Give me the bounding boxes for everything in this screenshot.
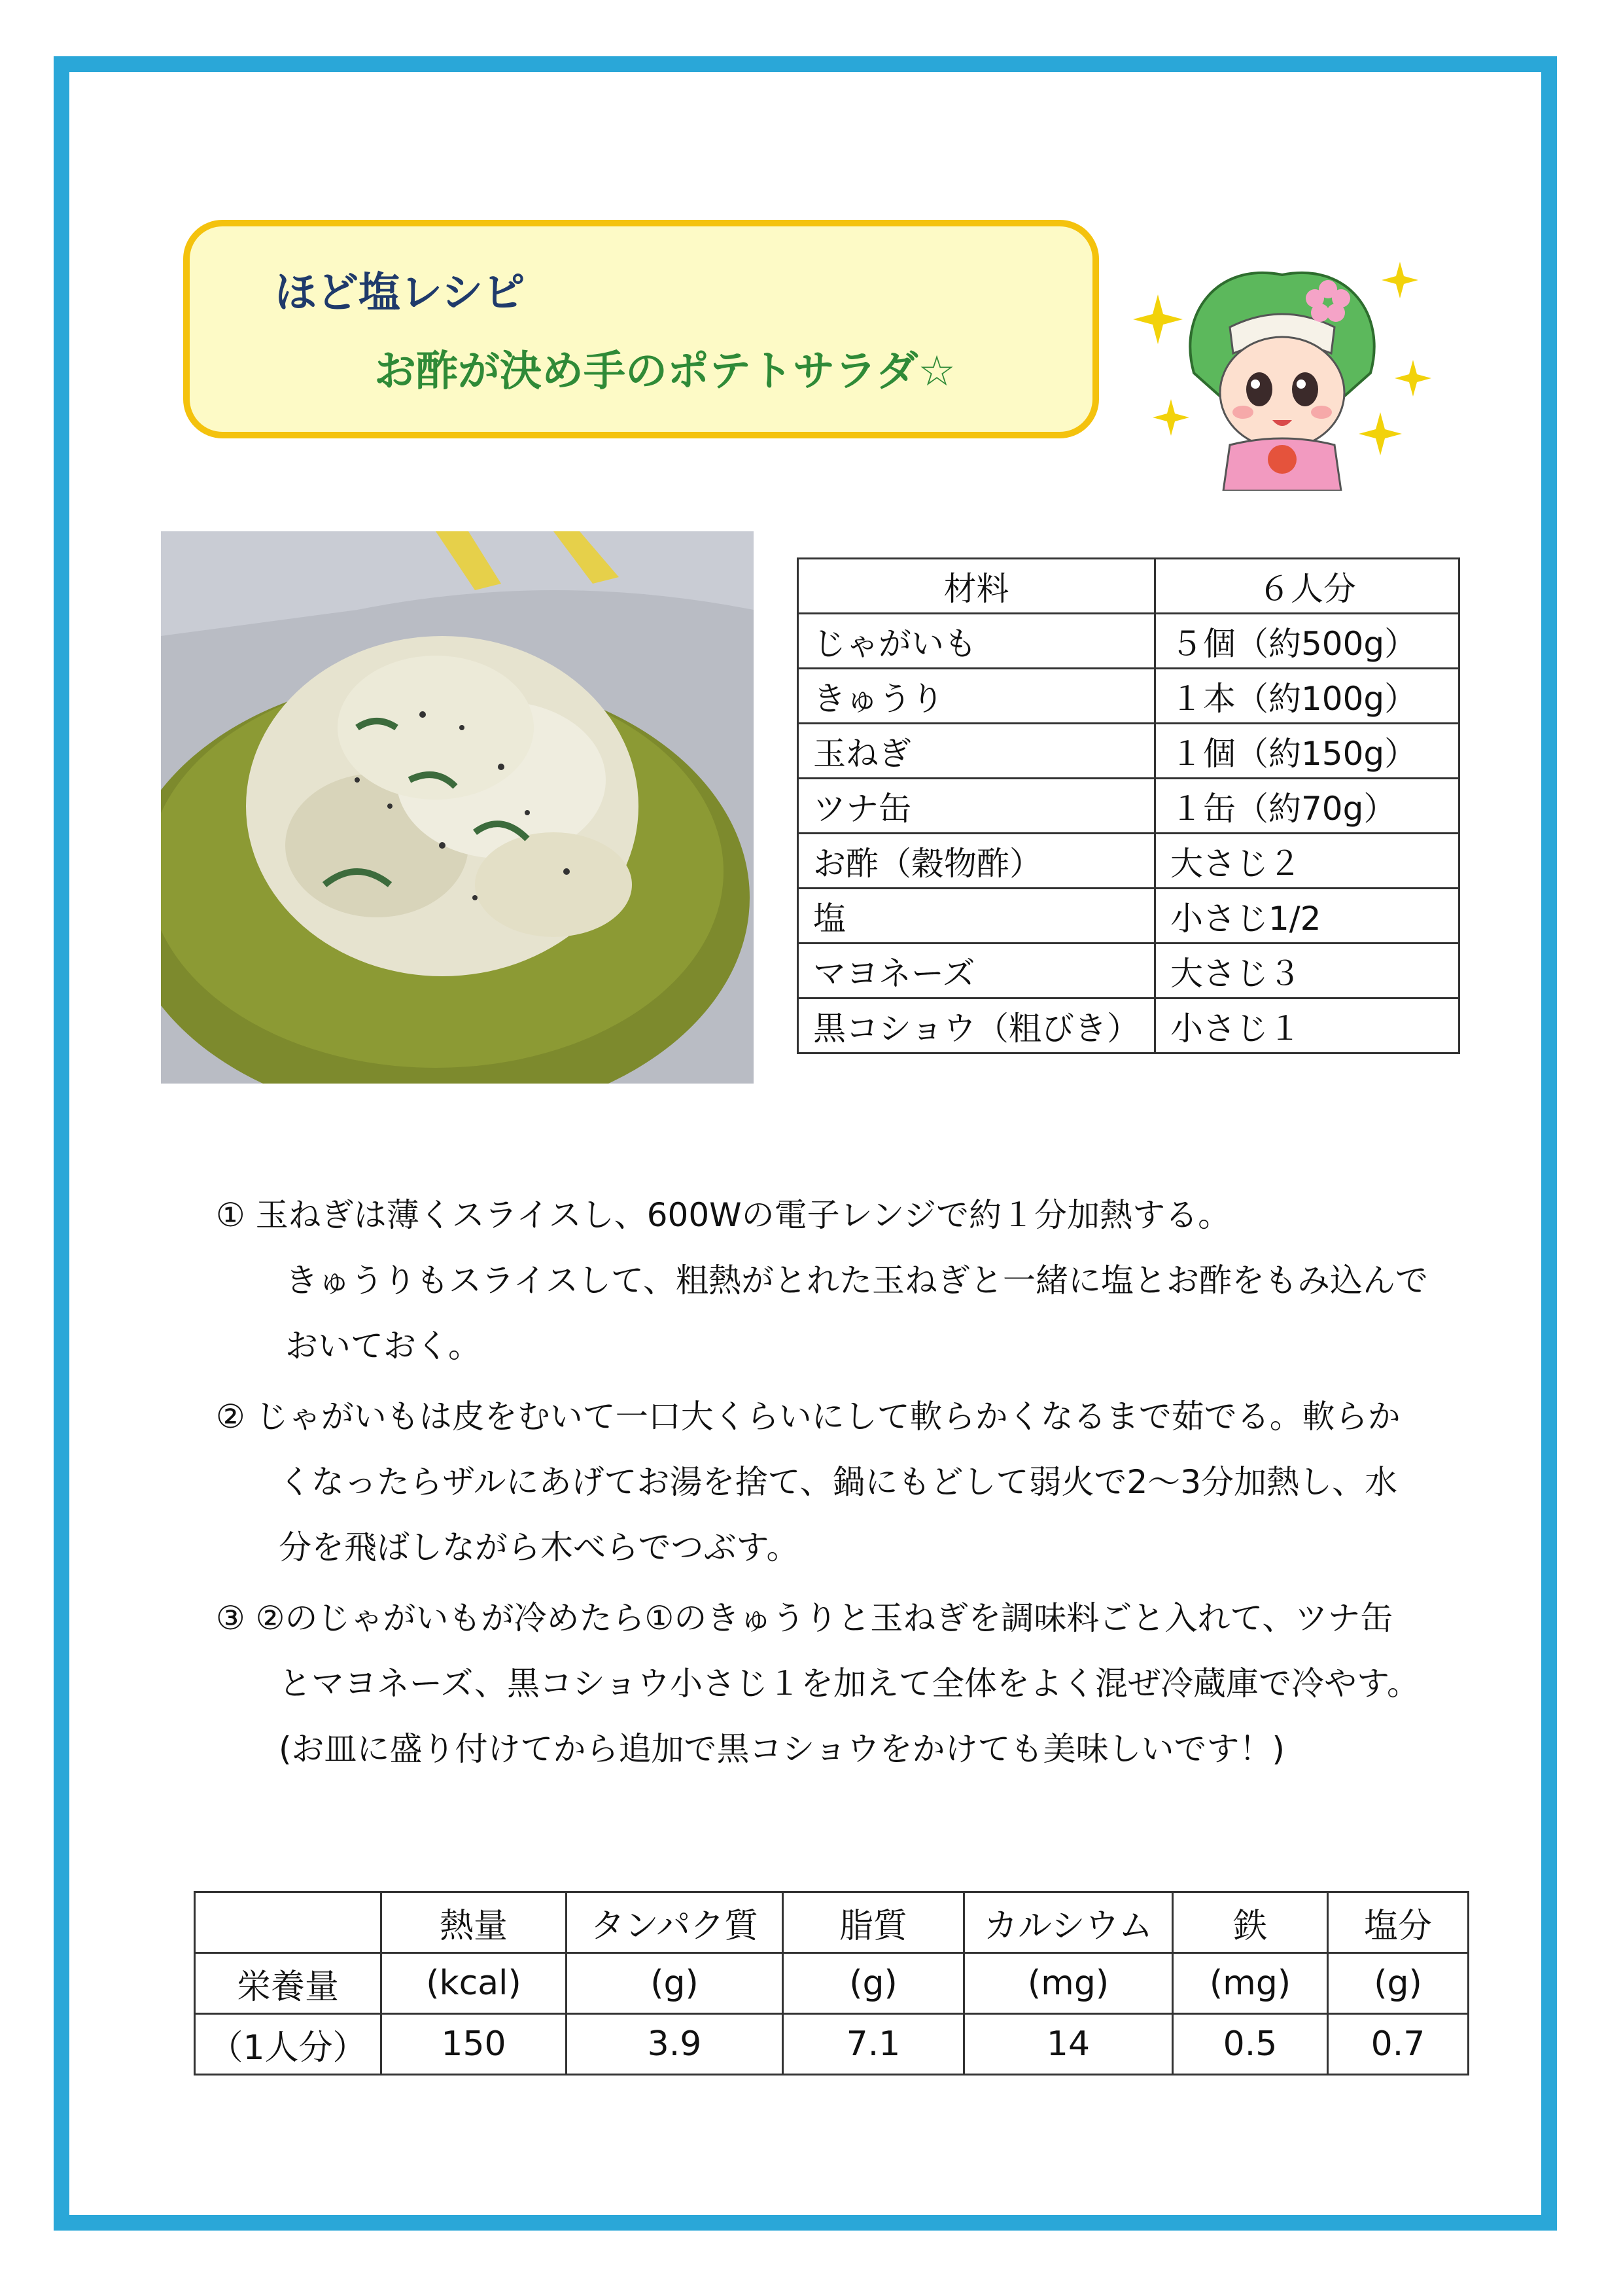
nutrition-unit: (g) (567, 1953, 783, 2014)
nutrition-value: 7.1 (783, 2014, 964, 2075)
ingredient-name: 黒コショウ（粗びき） (798, 998, 1155, 1053)
nutrition-values-row (195, 2014, 1469, 2075)
title-box (183, 220, 1099, 438)
ingredients-header-row (798, 559, 1459, 614)
ingredient-row (798, 834, 1459, 889)
nutrition-row-label: （1人分） (195, 2014, 381, 2075)
nutrition-row-label: 栄養量 (195, 1953, 381, 2014)
ingredient-row (798, 724, 1459, 779)
nutrition-name: 脂質 (783, 1892, 964, 1953)
nutrition-name: 熱量 (381, 1892, 567, 1953)
ingredient-amount: １缶（約70g） (1155, 779, 1459, 834)
nutrition-name: 鉄 (1173, 1892, 1328, 1953)
nutrition-value: 14 (964, 2014, 1173, 2075)
nutrition-value: 150 (381, 2014, 567, 2075)
nutrition-unit: (kcal) (381, 1953, 567, 2014)
ingredient-name: ツナ缶 (798, 779, 1155, 834)
ingredient-amount: 大さじ３ (1155, 944, 1459, 998)
ingredient-row (798, 779, 1459, 834)
ingredient-name: 塩 (798, 889, 1155, 944)
nutrition-value: 0.5 (1173, 2014, 1328, 2075)
potato-salad-photo (161, 531, 754, 1084)
step-2-line-2: くなったらザルにあげてお湯を捨て、鍋にもどして弱火で2～3分加熱し、水 (279, 1463, 1398, 1501)
nutrition-unit: (g) (783, 1953, 964, 2014)
ingredient-amount: 小さじ1/2 (1155, 889, 1459, 944)
step-1-line-3: おいておく。 (285, 1327, 481, 1365)
step-3-line-2: とマヨネーズ、黒コショウ小さじ１を加えて全体をよく混ぜ冷蔵庫で冷やす。 (279, 1665, 1420, 1703)
ingredient-amount: ５個（約500g） (1155, 614, 1459, 669)
ingredient-amount: 大さじ２ (1155, 834, 1459, 889)
step-1-line-1: ① 玉ねぎは薄くスライスし、600Wの電子レンジで約１分加熱する。 (216, 1196, 1231, 1234)
nutrition-unit: (g) (1328, 1953, 1469, 2014)
nutrition-table (194, 1891, 1469, 2075)
ingredient-amount: １本（約100g） (1155, 669, 1459, 724)
nutrition-unit: (mg) (1173, 1953, 1328, 2014)
ingredients-header-name: 材料 (798, 559, 1155, 614)
ingredient-row (798, 998, 1459, 1053)
nutrition-unit: (mg) (964, 1953, 1173, 2014)
mascot-illustration (1132, 249, 1433, 491)
nutrition-units-row (195, 1953, 1469, 2014)
ingredients-header-amount: ６人分 (1155, 559, 1459, 614)
nutrition-value: 3.9 (567, 2014, 783, 2075)
nutrition-value: 0.7 (1328, 2014, 1469, 2075)
ingredient-row (798, 889, 1459, 944)
step-3-line-3: (お皿に盛り付けてから追加で黒コショウをかけても美味しいです！) (279, 1730, 1285, 1768)
step-1-line-2: きゅうりもスライスして、粗熱がとれた玉ねぎと一緒に塩とお酢をもみ込んで (285, 1262, 1428, 1299)
ingredient-amount: 小さじ１ (1155, 998, 1459, 1053)
step-2-line-1: ② じゃがいもは皮をむいて一口大くらいにして軟らかくなるまで茹でる。軟らか (216, 1398, 1401, 1436)
nutrition-name: 塩分 (1328, 1892, 1469, 1953)
ingredient-row (798, 614, 1459, 669)
step-3-line-1: ③ ②のじゃがいもが冷めたら①のきゅうりと玉ねぎを調味料ごと入れて、ツナ缶 (216, 1599, 1393, 1637)
ingredient-row (798, 669, 1459, 724)
ingredient-name: じゃがいも (798, 614, 1155, 669)
ingredient-name: マヨネーズ (798, 944, 1155, 998)
ingredient-name: きゅうり (798, 669, 1155, 724)
nutrition-name: タンパク質 (567, 1892, 783, 1953)
recipe-title: お酢が決め手のポテトサラダ☆ (374, 347, 956, 396)
ingredients-table (797, 557, 1460, 1054)
nutrition-names-row (195, 1892, 1469, 1953)
ingredient-amount: １個（約150g） (1155, 724, 1459, 779)
recipe-series-title: ほど塩レシピ (275, 269, 525, 317)
nutrition-name: カルシウム (964, 1892, 1173, 1953)
ingredient-name: 玉ねぎ (798, 724, 1155, 779)
ingredient-name: お酢（穀物酢） (798, 834, 1155, 889)
nutrition-corner-cell (195, 1892, 381, 1953)
step-2-line-3: 分を飛ばしながら木べらでつぶす。 (279, 1528, 799, 1566)
ingredient-row (798, 944, 1459, 998)
